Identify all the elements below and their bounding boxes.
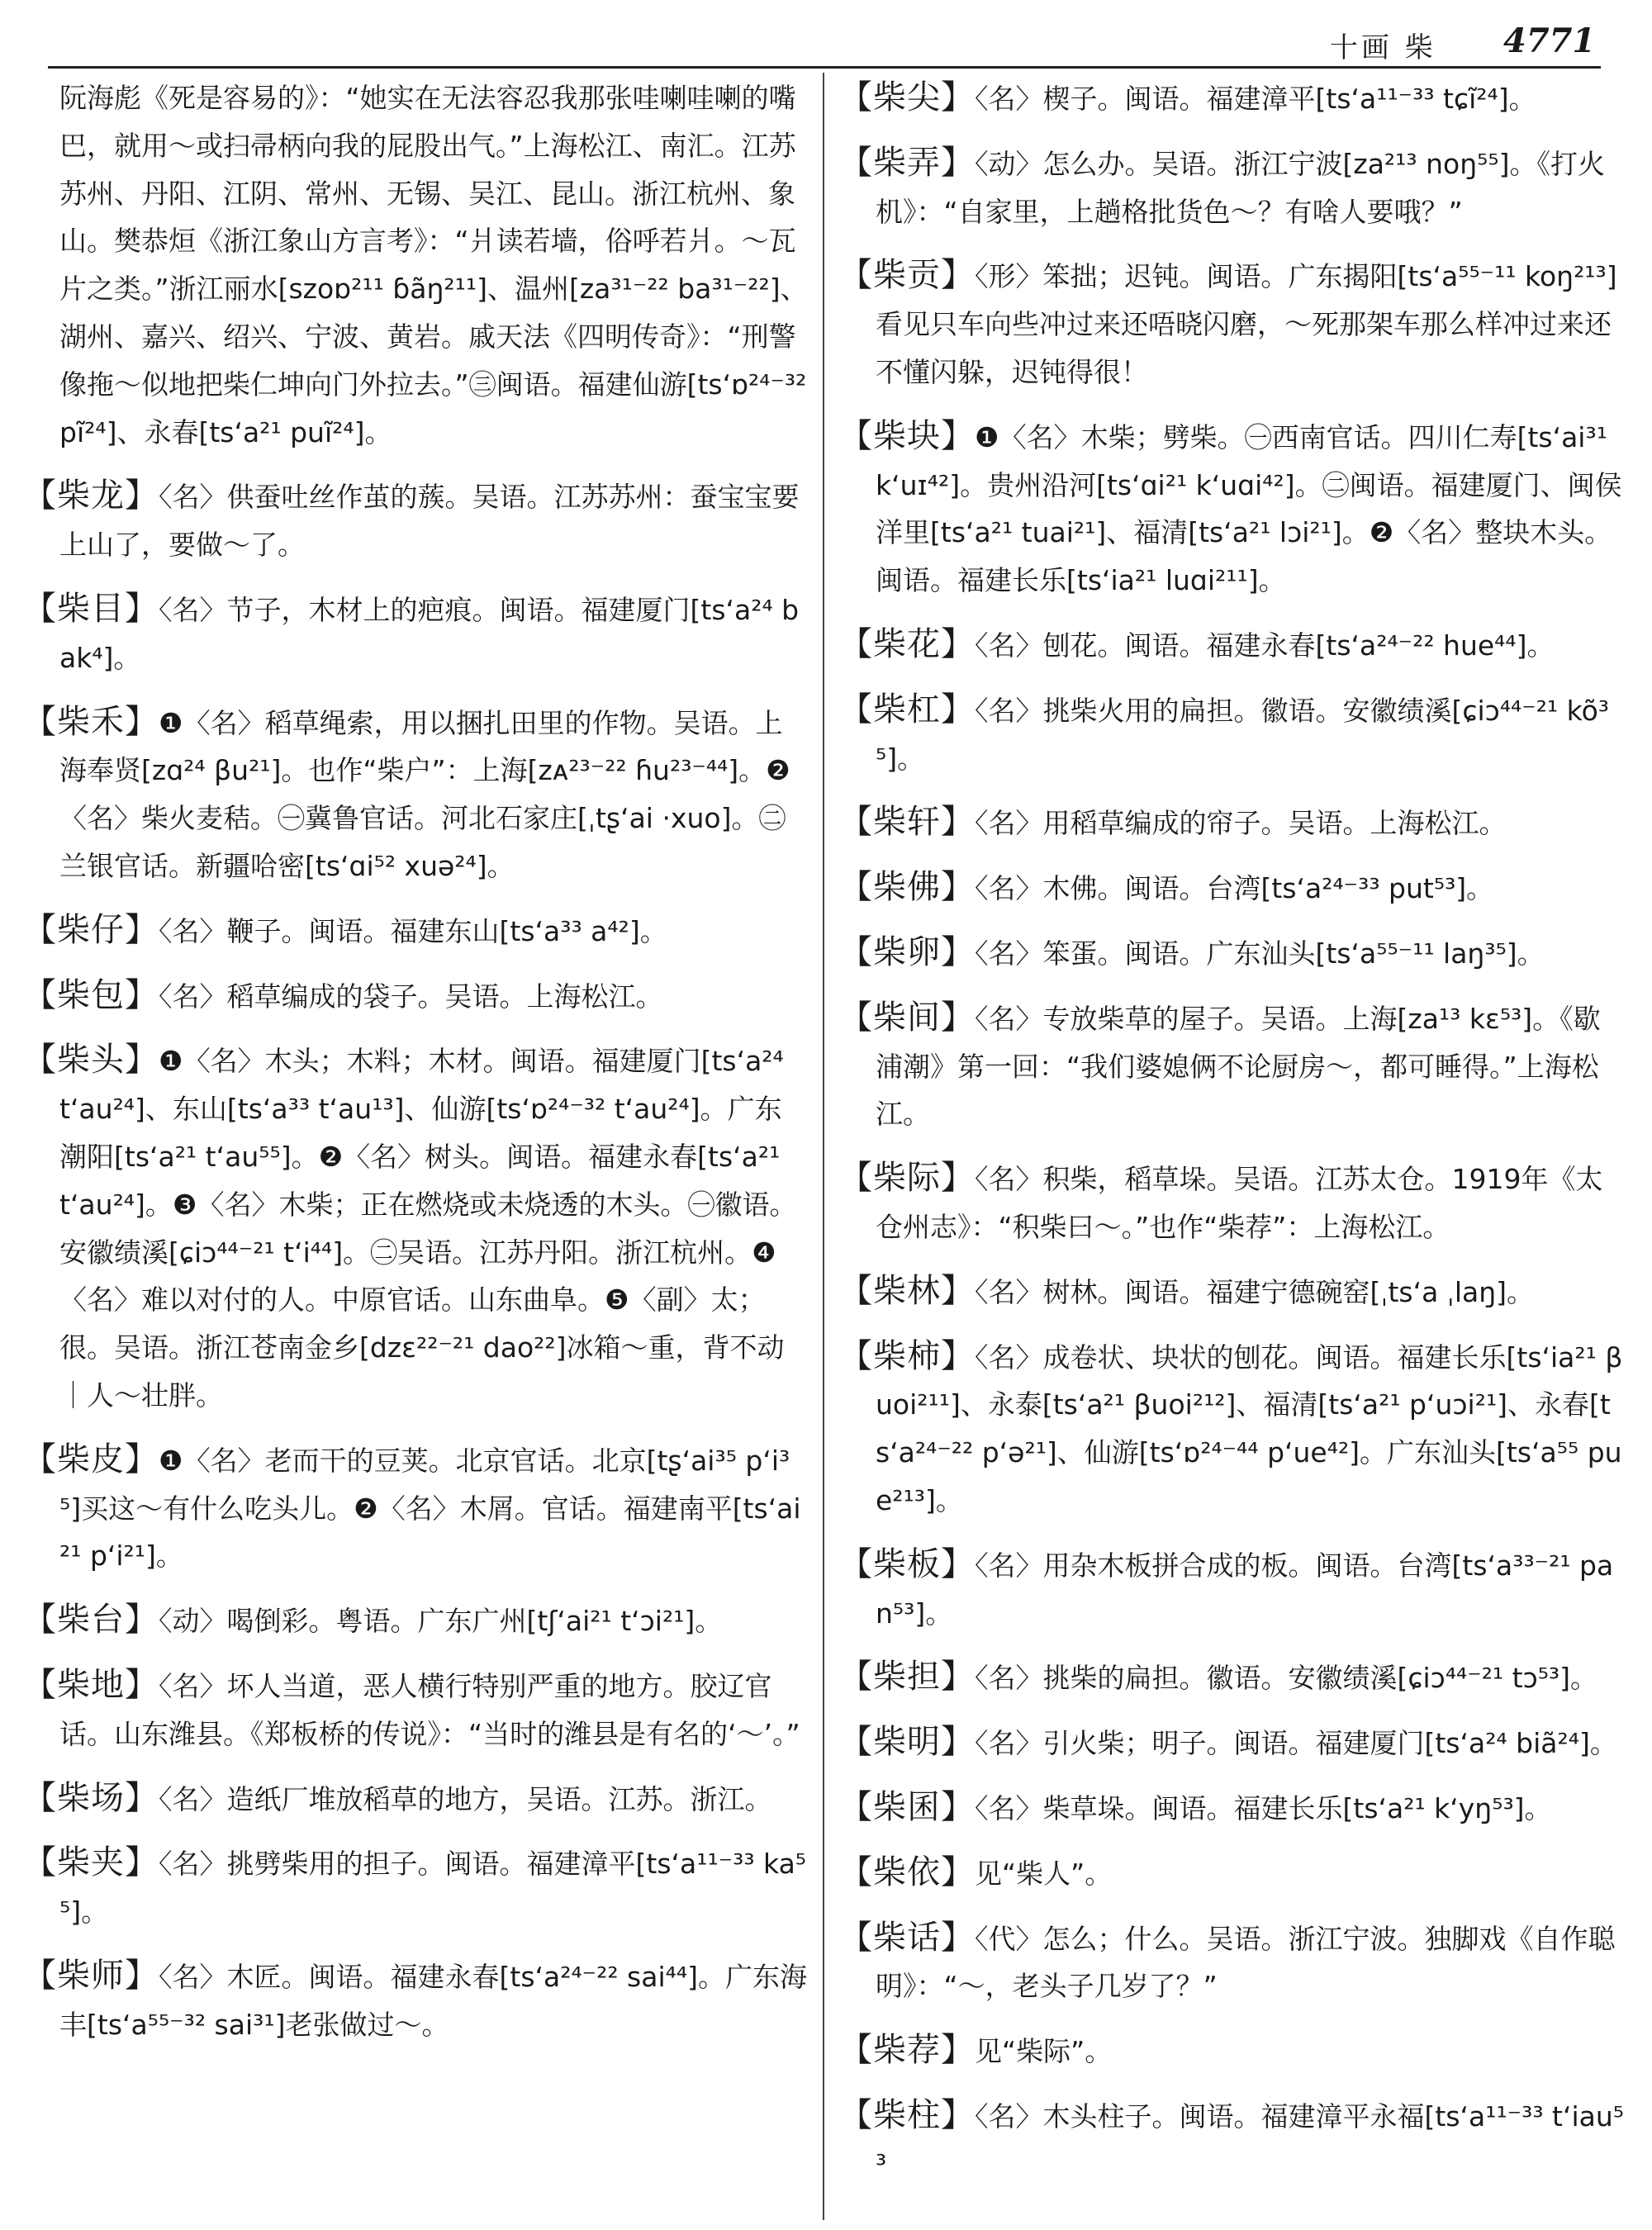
- entry-headword: 【柴杠】: [839, 690, 975, 728]
- entry-headword: 【柴禾】: [23, 702, 159, 741]
- dictionary-entry: [839, 1784, 1626, 1833]
- dictionary-entry: [839, 252, 1626, 396]
- entry-headword: 【柴块】: [839, 416, 975, 455]
- dictionary-entry: [23, 586, 808, 682]
- entry-definition: ❶〈名〉稻草绳索，用以捆扎田里的作物。吴语。上海奉贤[zɑ²⁴ βu²¹]。也作“柴户”：上海[zᴀ²³⁻²² ɦu²³⁻⁴⁴]。❷〈名〉柴火麦秸。㊀冀鲁官话。河北石家庄[ˌtʂ‘ai ·xuo]。㊁兰银官话。新疆哈密[ts‘ɑi⁵² xuə²⁴]。: [59, 706, 790, 882]
- entry-definition: 〈名〉用稻草编成的帘子。吴语。上海松江。: [975, 807, 1507, 840]
- entry-definition: 〈动〉喝倒彩。粤语。广东广州[tʃ‘ai²¹ t‘ɔi²¹]。: [159, 1605, 723, 1638]
- entry-definition: 〈名〉节子，木材上的疤痕。闽语。福建厦门[ts‘a²⁴ bak⁴]。: [59, 593, 800, 674]
- dictionary-entry: [23, 472, 808, 569]
- entry-definition: 〈名〉供蚕吐丝作茧的蔟。吴语。江苏苏州：蚕宝宝要上山了，要做～了。: [59, 481, 800, 562]
- entry-definition: 〈名〉成卷状、块状的刨花。闽语。福建长乐[ts‘ia²¹ βuoi²¹¹]、永泰[ts‘a²¹ βuoi²¹²]、福清[ts‘a²¹ p‘uɔi²¹]、永春[ts‘a²⁴⁻²² p‘ə²¹]、仙游[ts‘ɒ²⁴⁻⁴⁴ p‘ue⁴²]。广东汕头[ts‘a⁵⁵ pue²¹³]。: [876, 1340, 1623, 1516]
- dictionary-entry: [839, 799, 1626, 847]
- dictionary-entry: [839, 2027, 1626, 2076]
- entry-definition: 〈名〉造纸厂堆放稻草的地方，吴语。江苏。浙江。: [159, 1782, 772, 1815]
- page-number: 4771: [1503, 21, 1596, 60]
- dictionary-entry: [23, 1597, 808, 1645]
- dictionary-entry: [23, 907, 808, 956]
- left-column: [23, 74, 808, 2218]
- dictionary-entry: [23, 1662, 808, 1758]
- section-label: 十画 柴: [1330, 31, 1436, 64]
- entry-headword: 【柴板】: [839, 1544, 975, 1583]
- entry-headword: 【柴地】: [23, 1665, 159, 1704]
- entry-definition: 〈代〉怎么；什么。吴语。浙江宁波。独脚戏《自作聪明》：“～，老头子几岁了？”: [876, 1922, 1616, 2003]
- dictionary-entry: [839, 140, 1626, 236]
- entry-headword: 【柴尖】: [839, 78, 975, 116]
- entry-headword: 【柴台】: [23, 1601, 159, 1639]
- dictionary-entry: [839, 1155, 1626, 1251]
- entry-headword: 【柴囷】: [839, 1787, 975, 1826]
- entry-definition: 〈名〉笨蛋。闽语。广东汕头[ts‘a⁵⁵⁻¹¹ laŋ³⁵]。: [975, 937, 1545, 970]
- entry-definition: 〈名〉柴草垛。闽语。福建长乐[ts‘a²¹ k‘yŋ⁵³]。: [975, 1791, 1552, 1824]
- entry-definition: ❶〈名〉老而干的豆荚。北京官话。北京[tʂ‘ai³⁵ p‘i³⁵]买这～有什么吃头儿。❷〈名〉木屑。官话。福建南平[ts‘ai²¹ p‘i²¹]。: [59, 1444, 801, 1573]
- dictionary-entry: [839, 74, 1626, 123]
- entry-headword: 【柴场】: [23, 1778, 159, 1817]
- dictionary-entry: [839, 1654, 1626, 1702]
- entry-definition: ❶〈名〉木柴；劈柴。㊀西南官话。四川仁寿[ts‘ai³¹ k‘uɪ⁴²]。贵州沿河[ts‘ɑi²¹ k‘uɑi⁴²]。㊁闽语。福建厦门、闽侯洋里[ts‘a²¹ tuai²¹]、福清[ts‘a²¹ lɔi²¹]。❷〈名〉整块木头。闽语。福建长乐[ts‘ia²¹ luɑi²¹¹]。: [876, 420, 1622, 597]
- dictionary-entry: [839, 686, 1626, 783]
- entry-definition: 阮海彪《死是容易的》：“她实在无法容忍我那张哇喇哇喇的嘴巴，就用～或扫帚柄向我的屁股出气。”上海松江、南汇。江苏苏州、丹阳、江阴、常州、无锡、吴江、昆山。浙江杭州、象山。樊恭烜《浙江象山方言考》：“爿读若墙，俗呼若爿。～瓦片之类。”浙江丽水[szoɒ²¹¹ ɓãŋ²¹¹]、温州[za³¹⁻²² ba³¹⁻²²]、湖州、嘉兴、绍兴、宁波、黄岩。戚天法《四明传奇》：“刑警像拖～似地把柴仁坤向门外拉去。”㊂闽语。福建仙游[ts‘ɒ²⁴⁻³² pĩ²⁴]、永春[ts‘a²¹ puĩ²⁴]。: [59, 82, 808, 448]
- header-rule: [48, 66, 1601, 69]
- entry-headword: 【柴担】: [839, 1658, 975, 1696]
- dictionary-entry: [839, 1333, 1626, 1525]
- entry-definition: 〈名〉楔子。闽语。福建漳平[ts‘a¹¹⁻³³ tɕĩ²⁴]。: [975, 83, 1536, 115]
- entry-definition: 〈名〉坏人当道，恶人横行特别严重的地方。胶辽官话。山东潍县。《郑板桥的传说》：“当时的潍县是有名的‘～’。”: [59, 1669, 800, 1750]
- entry-definition: 〈名〉鞭子。闽语。福建东山[ts‘a³³ a⁴²]。: [159, 914, 667, 947]
- dictionary-entry: [23, 699, 808, 890]
- dictionary-entry: [839, 1914, 1626, 2011]
- entry-definition: 〈名〉用杂木板拼合成的板。闽语。台湾[ts‘a³³⁻²¹ pan⁵³]。: [876, 1549, 1614, 1630]
- entry-headword: 【柴柿】: [839, 1336, 975, 1375]
- column-divider: [823, 73, 824, 2220]
- entry-definition: 〈名〉刨花。闽语。福建永春[ts‘a²⁴⁻²² hue⁴⁴]。: [975, 629, 1555, 662]
- entry-definition: 〈名〉树林。闽语。福建宁德碗窑[ˌts‘a ˌlaŋ]。: [975, 1275, 1535, 1308]
- entry-definition: 〈名〉木佛。闽语。台湾[ts‘a²⁴⁻³³ put⁵³]。: [975, 872, 1494, 905]
- dictionary-entry: [839, 413, 1626, 605]
- entry-definition: 〈动〉怎么办。吴语。浙江宁波[za²¹³ noŋ⁵⁵]。《打火机》：“自家里，上趟格批货色～？有啥人要哦？”: [876, 147, 1605, 228]
- entry-headword: 【柴明】: [839, 1723, 975, 1762]
- entry-headword: 【柴龙】: [23, 477, 159, 515]
- entry-definition: 见“柴人”。: [975, 1857, 1113, 1890]
- dictionary-entry: [839, 1719, 1626, 1767]
- dictionary-entry: [839, 621, 1626, 670]
- entry-headword: 【柴际】: [839, 1159, 975, 1198]
- entry-headword: 【柴夹】: [23, 1843, 159, 1882]
- entry-headword: 【柴林】: [839, 1271, 975, 1310]
- entry-headword: 【柴仔】: [23, 910, 159, 949]
- dictionary-entry: [839, 1268, 1626, 1317]
- entry-definition: 〈名〉挑柴的扁担。徽语。安徽绩溪[ɕiɔ⁴⁴⁻²¹ tɔ⁵³]。: [975, 1662, 1598, 1695]
- entry-headword: 【柴卵】: [839, 932, 975, 971]
- right-column: [839, 74, 1626, 2218]
- entry-definition: 〈名〉挑柴火用的扁担。徽语。安徽绩溪[ɕiɔ⁴⁴⁻²¹ kõ³⁵]。: [876, 694, 1609, 775]
- dictionary-entry: [23, 1839, 808, 1936]
- entry-headword: 【柴话】: [839, 1918, 975, 1957]
- dictionary-entry: [23, 1952, 808, 2049]
- entry-headword: 【柴皮】: [23, 1440, 159, 1478]
- entry-headword: 【柴间】: [839, 998, 975, 1037]
- entry-headword: 【柴轩】: [839, 803, 975, 842]
- dictionary-entry: [23, 1037, 808, 1419]
- dictionary-entry: [839, 1849, 1626, 1898]
- entry-headword: 【柴头】: [23, 1041, 159, 1079]
- dictionary-entry: [23, 74, 808, 456]
- page-header: [0, 0, 1652, 68]
- dictionary-entry: [839, 994, 1626, 1138]
- entry-headword: 【柴目】: [23, 589, 159, 628]
- dictionary-entry: [839, 929, 1626, 978]
- entry-definition: 〈名〉引火柴；明子。闽语。福建厦门[ts‘a²⁴ biã²⁴]。: [975, 1727, 1617, 1760]
- entry-definition: 〈名〉积柴，稻草垛。吴语。江苏太仓。1919年《太仓州志》：“积柴曰～。”也作“柴荐”：上海松江。: [876, 1163, 1603, 1243]
- entry-definition: 〈形〉笨拙；迟钝。闽语。广东揭阳[ts‘a⁵⁵⁻¹¹ koŋ²¹³]看见只车向些冲过来还唔晓闪磨，～死那架车那么样冲过来还不懂闪躲，迟钝得很！: [876, 260, 1617, 388]
- entry-definition: 〈名〉专放柴草的屋子。吴语。上海[za¹³ kɛ⁵³]。《歇浦潮》第一回：“我们婆媳俩不论厨房～，都可睡得。”上海松江。: [876, 1002, 1601, 1131]
- entry-headword: 【柴依】: [839, 1853, 975, 1891]
- entry-headword: 【柴弄】: [839, 143, 975, 182]
- entry-headword: 【柴包】: [23, 975, 159, 1014]
- entry-headword: 【柴贡】: [839, 256, 975, 295]
- dictionary-entry: [839, 1541, 1626, 1638]
- dictionary-entry: [23, 972, 808, 1021]
- dictionary-entry: [23, 1436, 808, 1580]
- entry-definition: 〈名〉稻草编成的袋子。吴语。上海松江。: [159, 980, 663, 1013]
- dictionary-entry: [23, 1775, 808, 1824]
- entry-headword: 【柴师】: [23, 1956, 159, 1995]
- dictionary-entry: [839, 2092, 1626, 2189]
- entry-definition: 〈名〉挑劈柴用的担子。闽语。福建漳平[ts‘a¹¹⁻³³ ka⁵⁵]。: [59, 1848, 807, 1929]
- entry-definition: 见“柴际”。: [975, 2035, 1113, 2068]
- entry-headword: 【柴柱】: [839, 2095, 975, 2134]
- entry-definition: 〈名〉木头柱子。闽语。福建漳平永福[ts‘a¹¹⁻³³ t‘iau⁵³: [876, 2100, 1625, 2180]
- entry-headword: 【柴荐】: [839, 2031, 975, 2070]
- entry-headword: 【柴佛】: [839, 868, 975, 907]
- entry-definition: ❶〈名〉木头；木料；木材。闽语。福建厦门[ts‘a²⁴ t‘au²⁴]、东山[ts‘a³³ t‘au¹³]、仙游[ts‘ɒ²⁴⁻³² t‘au²⁴]。广东潮阳[ts‘a²¹ t‘au⁵⁵]。❷〈名〉树头。闽语。福建永春[ts‘a²¹ t‘au²⁴]。❸〈名〉木柴；正在燃烧或未烧透的木头。㊀徽语。安徽绩溪[ɕiɔ⁴⁴⁻²¹ t‘i⁴⁴]。㊁吴语。江苏丹阳。浙江杭州。❹〈名〉难以对付的人。中原官话。山东曲阜。❺〈副〉太；很。吴语。浙江苍南金乡[dzɛ²²⁻²¹ dao²²]冰箱～重，背不动｜人～壮胖。: [59, 1045, 797, 1412]
- dictionary-entry: [839, 864, 1626, 913]
- entry-headword: 【柴花】: [839, 624, 975, 663]
- entry-definition: 〈名〉木匠。闽语。福建永春[ts‘a²⁴⁻²² sai⁴⁴]。广东海丰[ts‘a⁵⁵⁻³² sai³¹]老张做过～。: [59, 1960, 807, 2041]
